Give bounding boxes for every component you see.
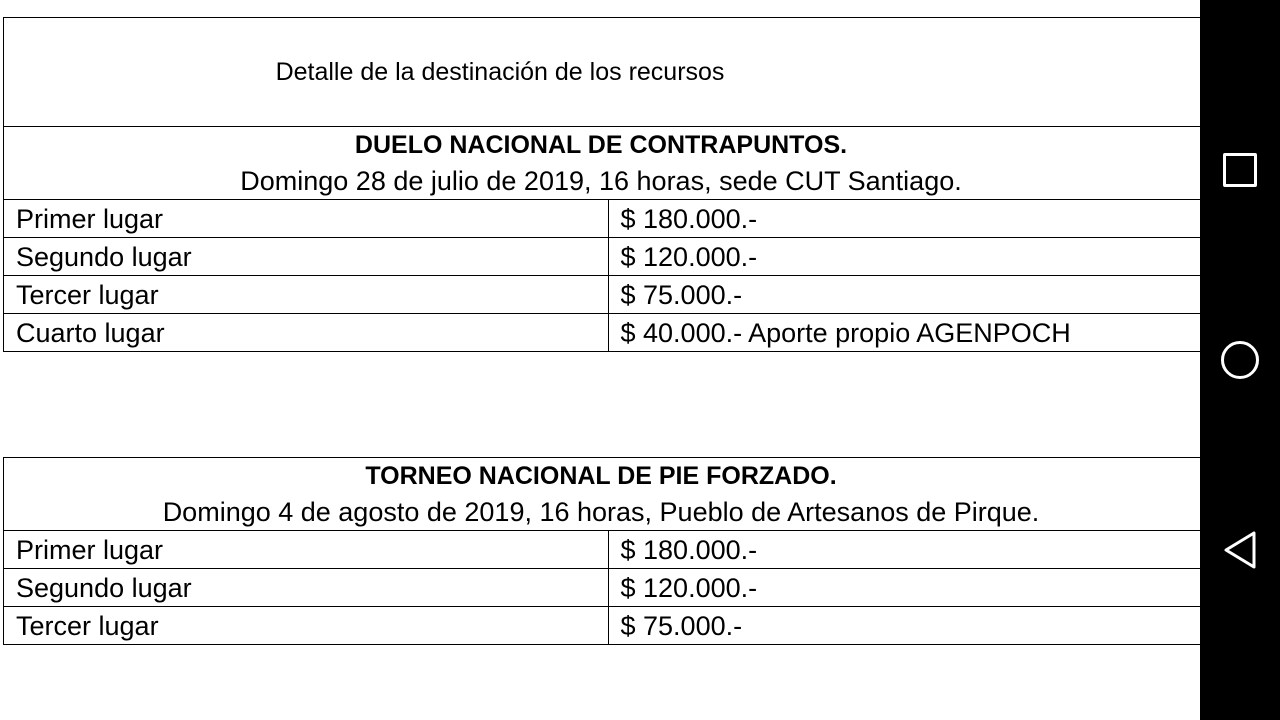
- event-table-contrapuntos: [3, 126, 1200, 352]
- triangle-back-icon: [1222, 530, 1258, 570]
- prize-place: Segundo lugar: [4, 569, 609, 607]
- event-details: Domingo 28 de julio de 2019, 16 horas, sede CUT Santiago.: [240, 166, 962, 196]
- event-header-row: [4, 458, 1201, 531]
- prize-amount: $ 180.000.-: [608, 531, 1200, 569]
- square-icon: [1223, 153, 1257, 187]
- prize-amount: $ 75.000.-: [608, 276, 1200, 314]
- event-details: Domingo 4 de agosto de 2019, 16 horas, Pueblo de Artesanos de Pirque.: [162, 497, 1040, 527]
- recent-apps-button[interactable]: [1220, 150, 1260, 190]
- home-button[interactable]: [1220, 340, 1260, 380]
- prize-amount: $ 120.000.-: [608, 569, 1200, 607]
- table-row: [4, 238, 1201, 276]
- event-table-pie-forzado: [3, 457, 1200, 645]
- table-row: [4, 607, 1201, 645]
- document-title: Detalle de la destinación de los recursos: [275, 57, 725, 86]
- event-name: DUELO NACIONAL DE CONTRAPUNTOS.: [354, 131, 848, 159]
- table-row: [4, 314, 1201, 352]
- document-title-box: [3, 17, 1200, 127]
- prize-amount: $ 75.000.-: [608, 607, 1200, 645]
- prize-amount: $ 180.000.-: [608, 200, 1200, 238]
- prize-place: Tercer lugar: [4, 607, 609, 645]
- event-header-row: [4, 127, 1201, 200]
- circle-icon: [1221, 341, 1259, 379]
- table-row: [4, 276, 1201, 314]
- prize-place: Cuarto lugar: [4, 314, 609, 352]
- prize-amount: $ 40.000.- Aporte propio AGENPOCH: [608, 314, 1200, 352]
- event-name: TORNEO NACIONAL DE PIE FORZADO.: [365, 462, 837, 490]
- table-row: [4, 569, 1201, 607]
- back-button[interactable]: [1220, 530, 1260, 570]
- prize-place: Primer lugar: [4, 200, 609, 238]
- table-row: [4, 531, 1201, 569]
- prize-place: Segundo lugar: [4, 238, 609, 276]
- prize-place: Primer lugar: [4, 531, 609, 569]
- prize-place: Tercer lugar: [4, 276, 609, 314]
- prize-amount: $ 120.000.-: [608, 238, 1200, 276]
- table-row: [4, 200, 1201, 238]
